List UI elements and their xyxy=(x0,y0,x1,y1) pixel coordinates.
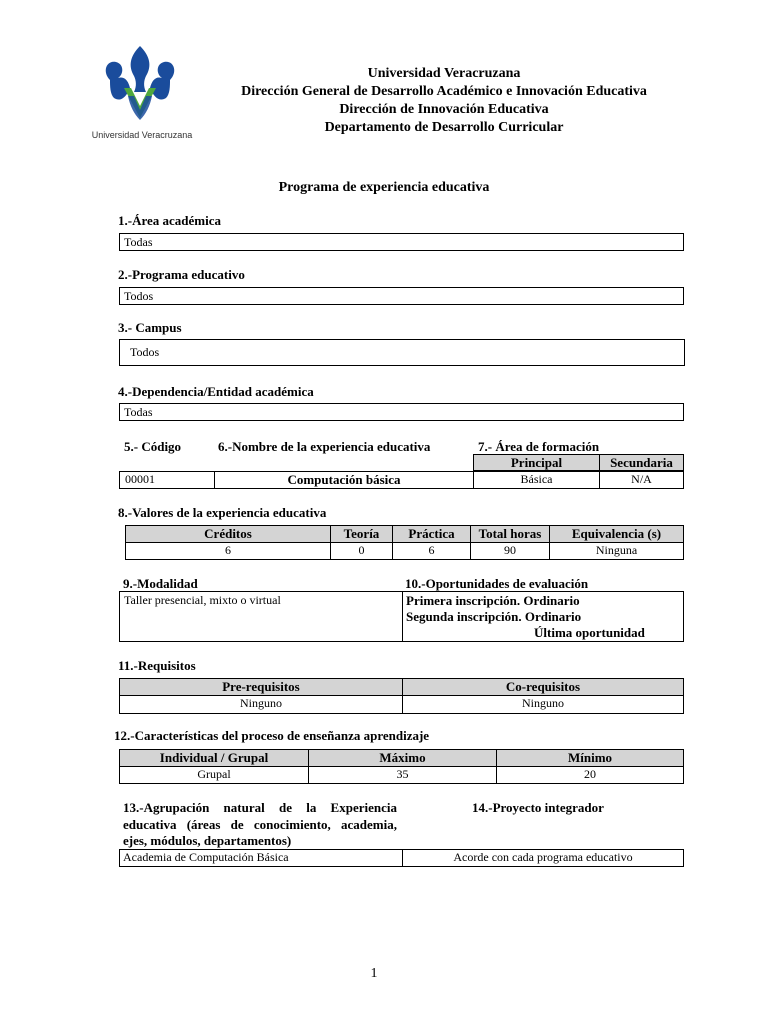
proyecto-integrador-label: 14.-Proyecto integrador xyxy=(472,800,604,815)
header-innovation-direction: Dirección de Innovación Educativa xyxy=(339,102,549,117)
prerequisitos-header: Pre-requisitos xyxy=(120,679,403,696)
document-header xyxy=(210,65,678,137)
practica-value: 6 xyxy=(393,543,471,560)
programa-educativo-field: Todos xyxy=(119,287,684,305)
area-formacion-label: 7.- Área de formación xyxy=(478,439,600,454)
minimo-header: Mínimo xyxy=(497,750,684,767)
modalidad-label: 9.-Modalidad xyxy=(123,576,198,591)
logo-caption: Universidad Veracruzana xyxy=(91,130,193,140)
agrupacion-proyecto-table xyxy=(119,849,684,867)
header-general-direction: Dirección General de Desarrollo Académico e Innovación Educativa xyxy=(241,84,647,99)
caracteristicas-label: 12.-Características del proceso de enseñanza aprendizaje xyxy=(114,728,430,743)
oportunidades-cell xyxy=(403,592,684,642)
programa-educativo-label: 2.-Programa educativo xyxy=(118,267,245,282)
university-logo xyxy=(100,42,180,132)
agrupacion-label-line3: ejes, módulos, departamentos) xyxy=(123,833,292,848)
teoria-value: 0 xyxy=(331,543,393,560)
agrupacion-value: Academia de Computación Básica xyxy=(120,850,403,867)
header-university: Universidad Veracruzana xyxy=(367,66,521,81)
teoria-header: Teoría xyxy=(331,526,393,543)
requisitos-label: 11.-Requisitos xyxy=(118,658,196,673)
principal-header: Principal xyxy=(474,455,600,471)
total-horas-header: Total horas xyxy=(471,526,550,543)
maximo-header: Máximo xyxy=(309,750,497,767)
minimo-value: 20 xyxy=(497,767,684,784)
campus-field: Todos xyxy=(119,339,685,366)
practica-header: Práctica xyxy=(393,526,471,543)
prerequisitos-value: Ninguno xyxy=(120,696,403,714)
campus-label: 3.- Campus xyxy=(118,320,182,335)
area-academica-field: Todas xyxy=(119,233,684,251)
area-academica-label: 1.-Área académica xyxy=(118,213,222,228)
corequisitos-header: Co-requisitos xyxy=(403,679,684,696)
dependencia-field: Todas xyxy=(119,403,684,421)
nombre-experiencia-value: Computación básica xyxy=(215,472,474,489)
valores-label: 8.-Valores de la experiencia educativa xyxy=(118,505,327,520)
fleur-de-lis-icon xyxy=(100,42,180,122)
codigo-label: 5.- Código xyxy=(124,439,182,454)
header-curricular-department: Departamento de Desarrollo Curricular xyxy=(324,120,564,135)
modalidad-oportunidades-table xyxy=(119,591,684,642)
principal-value: Básica xyxy=(474,472,600,489)
creditos-header: Créditos xyxy=(126,526,331,543)
segunda-inscripcion: Segunda inscripción. Ordinario xyxy=(406,609,582,624)
ultima-oportunidad: Última oportunidad xyxy=(534,625,645,640)
primera-inscripcion: Primera inscripción. Ordinario xyxy=(406,593,580,608)
agrupacion-label-line1: 13.-Agrupación natural de la Experiencia xyxy=(123,800,397,815)
codigo-nombre-formacion-row xyxy=(119,471,684,489)
nombre-experiencia-label: 6.-Nombre de la experiencia educativa xyxy=(218,439,431,454)
modalidad-value: Taller presencial, mixto o virtual xyxy=(120,592,403,642)
secundaria-header: Secundaria xyxy=(600,455,684,471)
page-number: 1 xyxy=(370,966,378,981)
codigo-value: 00001 xyxy=(120,472,215,489)
corequisitos-value: Ninguno xyxy=(403,696,684,714)
creditos-value: 6 xyxy=(126,543,331,560)
equivalencia-header: Equivalencia (s) xyxy=(550,526,684,543)
equivalencia-value: Ninguna xyxy=(550,543,684,560)
proyecto-integrador-value: Acorde con cada programa educativo xyxy=(403,850,684,867)
area-formacion-header-table xyxy=(473,454,684,471)
individual-grupal-header: Individual / Grupal xyxy=(120,750,309,767)
caracteristicas-table xyxy=(119,749,684,784)
document-title: Programa de experiencia educativa xyxy=(278,180,490,195)
requisitos-table xyxy=(119,678,684,714)
secundaria-value: N/A xyxy=(600,472,684,489)
valores-table xyxy=(125,525,684,560)
maximo-value: 35 xyxy=(309,767,497,784)
agrupacion-label xyxy=(123,800,397,850)
agrupacion-label-line2: educativa (áreas de conocimiento, academia, xyxy=(123,816,397,832)
individual-grupal-value: Grupal xyxy=(120,767,309,784)
dependencia-label: 4.-Dependencia/Entidad académica xyxy=(118,384,314,399)
total-horas-value: 90 xyxy=(471,543,550,560)
oportunidades-label: 10.-Oportunidades de evaluación xyxy=(405,576,589,591)
